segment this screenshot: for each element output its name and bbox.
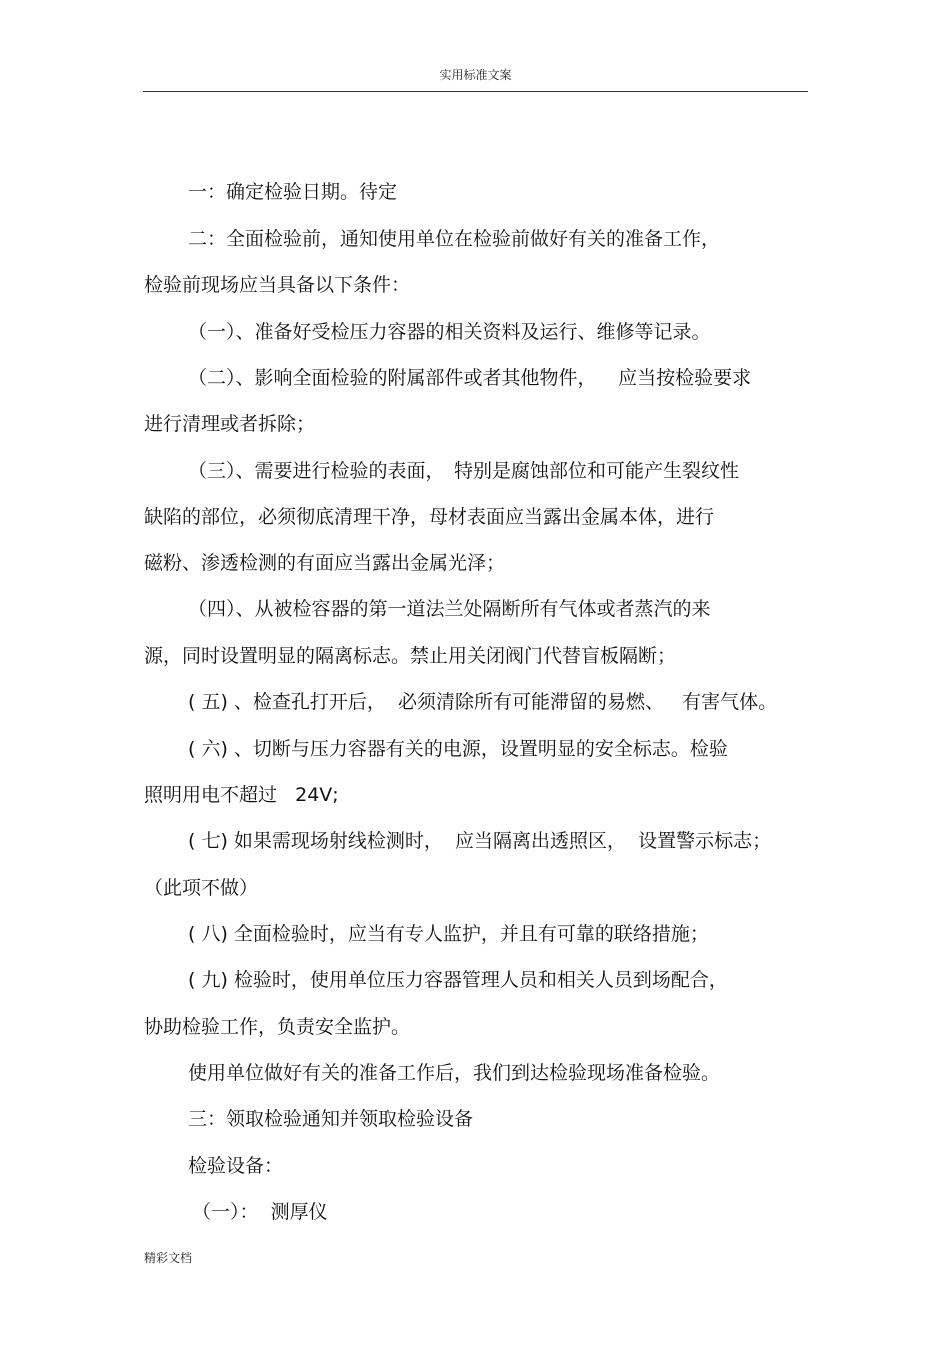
paragraph-line: ( 七) 如果需现场射线检测时， 应当隔离出透照区， 设置警示标志； xyxy=(188,830,772,852)
header-divider xyxy=(143,91,808,92)
paragraph-line: 检验前现场应当具备以下条件： xyxy=(144,274,411,296)
paragraph-line: 照明用电不超过 24V; xyxy=(144,784,339,806)
paragraph-line: （此项不做） xyxy=(144,877,259,899)
paragraph-line: （四）、从被检容器的第一道法兰处隔断所有气体或者蒸汽的来 xyxy=(188,598,711,620)
paragraph-line: 一：确定检验日期。待定 xyxy=(188,181,398,203)
paragraph-line: 使用单位做好有关的准备工作后，我们到达检验现场准备检验。 xyxy=(188,1062,721,1084)
paragraph-line: ( 五) 、检查孔打开后， 必须清除所有可能滞留的易燃、 有害气体。 xyxy=(188,691,778,713)
paragraph-line: 检验设备： xyxy=(188,1155,284,1177)
paragraph-line: 三：领取检验通知并领取检验设备 xyxy=(188,1108,474,1130)
paragraph-line: 磁粉、渗透检测的有面应当露出金属光泽； xyxy=(144,552,506,574)
paragraph-line: （二）、影响全面检验的附属部件或者其他物件， 应当按检验要求 xyxy=(188,367,752,389)
page-footer: 精彩文档 xyxy=(144,1251,193,1265)
paragraph-line: （三）、需要进行检验的表面， 特别是腐蚀部位和可能产生裂纹性 xyxy=(188,460,740,482)
paragraph-line: （一）： 测厚仪 xyxy=(192,1201,328,1223)
paragraph-line: （一）、准备好受检压力容器的相关资料及运行、维修等记录。 xyxy=(188,321,711,343)
paragraph-line: ( 六) 、切断与压力容器有关的电源，设置明显的安全标志。检验 xyxy=(188,738,728,760)
header-title: 实用标准文案 xyxy=(439,68,512,82)
paragraph-line: ( 九) 检验时，使用单位压力容器管理人员和相关人员到场配合， xyxy=(188,969,728,991)
paragraph-line: ( 八) 全面检验时，应当有专人监护，并且有可靠的联络措施； xyxy=(188,923,709,945)
paragraph-line: 协助检验工作，负责安全监护。 xyxy=(144,1016,411,1038)
paragraph-line: 源，同时设置明显的隔离标志。禁止用关闭阀门代替盲板隔断； xyxy=(144,645,677,667)
paragraph-line: 缺陷的部位，必须彻底清理干净，母材表面应当露出金属本体，进行 xyxy=(144,506,715,528)
paragraph-line: 进行清理或者拆除； xyxy=(144,413,316,435)
paragraph-line: 二：全面检验前，通知使用单位在检验前做好有关的准备工作， xyxy=(188,228,721,250)
